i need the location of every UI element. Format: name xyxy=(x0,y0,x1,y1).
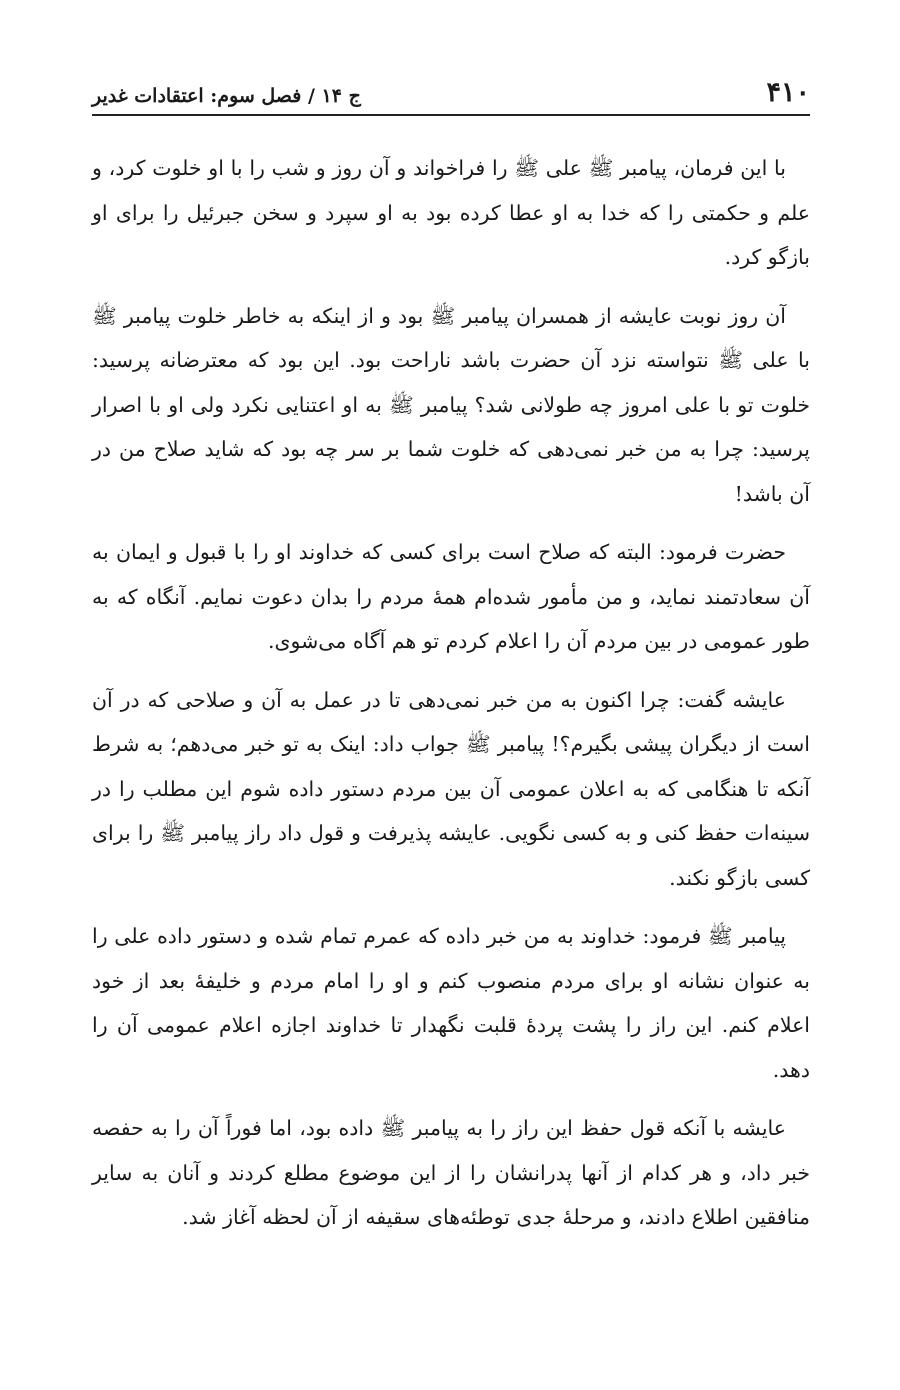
paragraph: با این فرمان، پیامبر ﷺ علی ﷺ را فراخواند و آن روز و شب را با او خلوت کرد، و علم و حکمتی را که خدا به او عطا کرده بود به او سپرد و سخن جبرئیل را برای او بازگو کرد. xyxy=(92,156,810,269)
paragraph: آن روز نوبت عایشه از همسران پیامبر ﷺ بود و از اینکه به خاطر خلوت پیامبر ﷺ با علی ﷺ نتواسته نزد آن حضرت باشد ناراحت بود. این بود که معترضانه پرسید: خلوت تو با علی امروز چه طولانی شد؟ پیامبر ﷺ به او اعتنایی نکرد ولی او با اصرار پرسید: چرا به من خبر نمی‌دهی که خلوت شما بر سر چه بود که شاید صلاح من در آن باشد! xyxy=(92,303,810,506)
page-number: ۴۱۰ xyxy=(766,77,810,108)
paragraph: عایشه با آنکه قول حفظ این راز را به پیامبر ﷺ داده بود، اما فوراً آن را به حفصه خبر داد، و هر کدام از آنها پدرانشان را از این موضوع مطلع کردند و آنان به سایر منافقین اطلاع دادند، و مرحلهٔ جدی توطئه‌های سقیفه از آن لحظه آغاز شد. xyxy=(92,1116,810,1229)
paragraph: پیامبر ﷺ فرمود: خداوند به من خبر داده که عمرم تمام شده و دستور داده علی را به عنوان نشانه او برای مردم منصوب کنم و او را امام مردم و خلیفهٔ بعد از خود اعلام کنم. این راز را پشت پردهٔ قلبت نگهدار تا خداوند اجازه اعلام عمومی آن را دهد. xyxy=(92,924,810,1082)
book-page xyxy=(92,60,810,1254)
body-text xyxy=(92,146,810,1240)
chapter-title: ج ۱۴ / فصل سوم: اعتقادات غدیر xyxy=(92,85,361,107)
running-header xyxy=(92,60,810,116)
paragraph: حضرت فرمود: البته که صلاح است برای کسی که خداوند او را با قبول و ایمان به آن سعادتمند نماید، و من مأمور شده‌ام همهٔ مردم را بدان دعوت نمایم. آنگاه که به طور عمومی در بین مردم آن را اعلام کردم تو هم آگاه می‌شوی. xyxy=(92,540,810,653)
paragraph: عایشه گفت: چرا اکنون به من خبر نمی‌دهی تا در عمل به آن و صلاحی که در آن است از دیگران پیشی بگیرم؟! پیامبر ﷺ جواب داد: اینک به تو خبر می‌دهم؛ به شرط آنکه تا هنگامی که به اعلان عمومی آن بین مردم دستور داده شوم این مطلب را در سینه‌ات حفظ کنی و به کسی نگویی. عایشه پذیرفت و قول داد راز پیامبر ﷺ را برای کسی بازگو نکند. xyxy=(92,687,810,890)
